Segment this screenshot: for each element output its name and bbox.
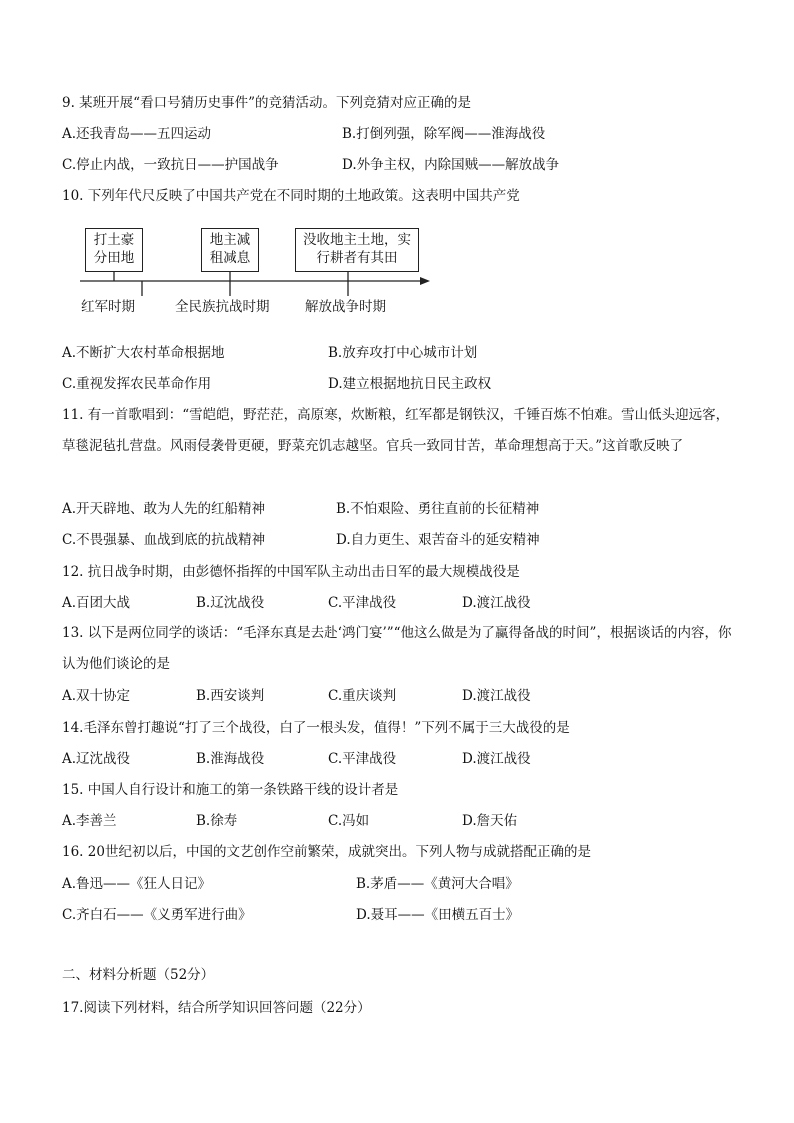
q10-option-c: C.重视发挥农民革命作用 bbox=[62, 376, 212, 392]
q15-option-b: B.徐寿 bbox=[196, 813, 238, 829]
period-label-anti-japanese: 全民族抗战时期 bbox=[175, 299, 270, 315]
q9-option-a: A.还我青岛——五四运动 bbox=[62, 126, 212, 142]
policy-box-red-army bbox=[85, 228, 143, 272]
q16-option-a: A.鲁迅——《狂人日记》 bbox=[62, 876, 212, 892]
q12-option-c: C.平津战役 bbox=[328, 595, 397, 611]
policy-box-line: 租减息 bbox=[209, 250, 251, 266]
question-17-stem: 17.阅读下列材料，结合所学知识回答问题（22分） bbox=[62, 1000, 371, 1016]
policy-box-line: 行耕者有其田 bbox=[316, 250, 398, 266]
q16-option-d: D.聂耳——《田横五百士》 bbox=[356, 907, 520, 923]
policy-box-line: 打土豪 bbox=[93, 232, 135, 248]
q9-option-d: D.外争主权，内除国贼——解放战争 bbox=[342, 157, 560, 173]
question-9-stem: 9. 某班开展“看口号猜历史事件”的竞猜活动。下列竞猜对应正确的是 bbox=[62, 95, 471, 111]
q13-option-d: D.渡江战役 bbox=[462, 688, 531, 704]
q16-option-b: B.茅盾——《黄河大合唱》 bbox=[356, 876, 519, 892]
policy-box-liberation-war bbox=[295, 228, 419, 272]
question-16-stem: 16. 20世纪初以后，中国的文艺创作空前繁荣，成就突出。下列人物与成就搭配正确的是 bbox=[62, 844, 591, 860]
q16-option-c: C.齐白石——《义勇军进行曲》 bbox=[62, 907, 252, 923]
question-13-stem: 13. 以下是两位同学的谈话：“毛泽东真是去赴‘鸿门宴’”“他这么做是为了赢得备战的时间”，根据谈话的内容，你认为他们谈论的是 bbox=[62, 625, 732, 672]
q11-option-d: D.自力更生、艰苦奋斗的延安精神 bbox=[336, 532, 540, 548]
policy-box-line: 没收地主土地，实 bbox=[303, 232, 411, 248]
q10-option-a: A.不断扩大农村革命根据地 bbox=[62, 345, 225, 361]
q9-option-b: B.打倒列强，除军阀——淮海战役 bbox=[342, 126, 546, 142]
q9-option-c: C.停止内战，一致抗日——护国战争 bbox=[62, 157, 279, 173]
q12-option-a: A.百团大战 bbox=[62, 595, 131, 611]
question-12-stem: 12. 抗日战争时期，由彭德怀指挥的中国军队主动出击日军的最大规模战役是 bbox=[62, 564, 520, 580]
policy-box-line: 分田地 bbox=[93, 250, 135, 266]
q10-option-b: B.放弃攻打中心城市计划 bbox=[328, 345, 478, 361]
q12-option-b: B.辽沈战役 bbox=[196, 595, 265, 611]
q13-option-a: A.双十协定 bbox=[62, 688, 131, 704]
q14-option-d: D.渡江战役 bbox=[462, 751, 531, 767]
period-label-red-army: 红军时期 bbox=[81, 299, 135, 315]
q11-option-c: C.不畏强暴、血战到底的抗战精神 bbox=[62, 532, 266, 548]
period-label-liberation-war: 解放战争时期 bbox=[305, 299, 386, 315]
question-11-stem: 11. 有一首歌唱到：“雪皑皑，野茫茫，高原寒，炊断粮，红军都是钢铁汉，千锤百炼不怕难。雪山低头迎远客，草毯泥毡扎营盘。风雨侵袭骨更硬，野菜充饥志越坚。官兵一致同甘苦，革命理想高于天。”这首歌反映了 bbox=[62, 407, 730, 454]
q13-option-b: B.西安谈判 bbox=[196, 688, 265, 704]
q10-option-d: D.建立根据地抗日民主政权 bbox=[328, 376, 492, 392]
question-14-stem: 14.毛泽东曾打趣说“打了三个战役，白了一根头发，值得！”下列不属于三大战役的是 bbox=[62, 720, 570, 736]
q13-option-c: C.重庆谈判 bbox=[328, 688, 397, 704]
q11-option-a: A.开天辟地、敢为人先的红船精神 bbox=[62, 501, 266, 517]
policy-box-anti-japanese bbox=[201, 228, 259, 272]
q12-option-d: D.渡江战役 bbox=[462, 595, 531, 611]
q15-option-d: D.詹天佑 bbox=[462, 813, 518, 829]
q14-option-b: B.淮海战役 bbox=[196, 751, 265, 767]
q15-option-c: C.冯如 bbox=[328, 813, 370, 829]
q11-option-b: B.不怕艰险、勇往直前的长征精神 bbox=[336, 501, 540, 517]
q14-option-c: C.平津战役 bbox=[328, 751, 397, 767]
policy-box-line: 地主减 bbox=[209, 232, 251, 248]
land-policy-timeline bbox=[60, 218, 460, 328]
section-2-title: 二、材料分析题（52分） bbox=[62, 967, 215, 983]
q14-option-a: A.辽沈战役 bbox=[62, 751, 131, 767]
question-15-stem: 15. 中国人自行设计和施工的第一条铁路干线的设计者是 bbox=[62, 782, 399, 798]
question-10-stem: 10. 下列年代尺反映了中国共产党在不同时期的土地政策。这表明中国共产党 bbox=[62, 188, 520, 204]
q15-option-a: A.李善兰 bbox=[62, 813, 117, 829]
